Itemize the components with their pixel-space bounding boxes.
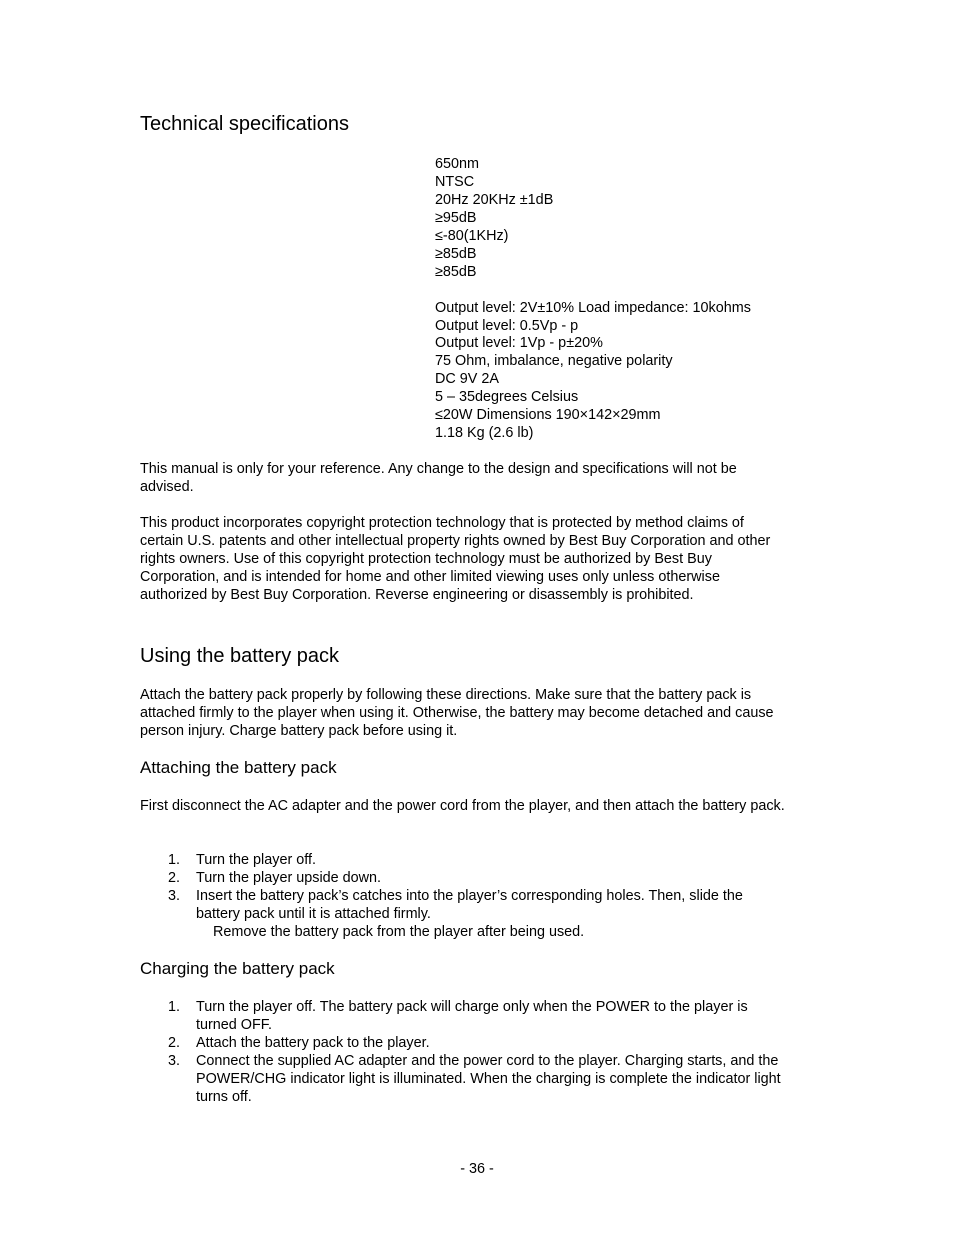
spec-value: ≥95dB	[435, 210, 477, 226]
spec-value: Output level: 1Vp - p±20%	[435, 335, 603, 351]
attaching-steps-list	[140, 851, 790, 941]
list-item	[140, 851, 790, 869]
spec-value: 75 Ohm, imbalance, negative polarity	[435, 353, 673, 369]
attaching-intro-paragraph: First disconnect the AC adapter and the power cord from the player, and then attach the battery pack.	[140, 798, 785, 814]
list-item-number: 3.	[168, 1053, 181, 1069]
list-item-number: 1.	[168, 852, 181, 868]
spec-value: 1.18 Kg (2.6 lb)	[435, 425, 534, 441]
section-title-using-battery-pack: Using the battery pack	[140, 645, 339, 667]
list-item	[140, 1034, 790, 1052]
list-item-text: Connect the supplied AC adapter and the power cord to the player. Charging starts, and the POWER/CHG indicator light is illuminated. When the charging is complete the indicator light turns off.	[196, 1053, 781, 1105]
list-item-number: 1.	[168, 999, 181, 1015]
list-item-number: 3.	[168, 888, 181, 904]
spec-value: ≥85dB	[435, 246, 477, 262]
charging-steps-list	[140, 998, 790, 1106]
spec-value: 5 – 35degrees Celsius	[435, 389, 579, 405]
disclaimer-paragraph: This manual is only for your reference. Any change to the design and specifications will not be advised.	[140, 461, 737, 495]
spec-value: ≤-80(1KHz)	[435, 228, 509, 244]
spec-value: ≤20W Dimensions 190×142×29mm	[435, 407, 661, 423]
spec-value: Output level: 2V±10% Load impedance: 10kohms	[435, 300, 751, 316]
spec-value: DC 9V 2A	[435, 371, 499, 387]
spec-value: Output level: 0.5Vp - p	[435, 318, 579, 334]
spec-value: NTSC	[435, 174, 475, 190]
list-item	[140, 1052, 790, 1106]
section-title-technical-specifications: Technical specifications	[140, 113, 349, 135]
list-item	[140, 887, 790, 923]
list-item-text: Attach the battery pack to the player.	[196, 1035, 430, 1051]
list-item-text: Turn the player off. The battery pack will charge only when the POWER to the player is turned OFF.	[196, 999, 748, 1033]
spec-value: ≥85dB	[435, 264, 477, 280]
list-item	[140, 869, 790, 887]
list-item-text: Turn the player upside down.	[196, 870, 382, 886]
battery-intro-paragraph: Attach the battery pack properly by following these directions. Make sure that the battery pack is attached firmly to the player when using it. Otherwise, the battery may become detached and cause person injury. Charge battery pack before using it.	[140, 687, 774, 739]
copyright-paragraph: This product incorporates copyright protection technology that is protected by method claims of certain U.S. patents and other intellectual property rights owned by Best Buy Corporation and other rights owners. Use of this copyright protection technology must be authorized by Best Buy Corporation, and is intended for home and other limited viewing uses only unless otherwise authorized by Best Buy Corporation. Reverse engineering or disassembly is prohibited.	[140, 515, 771, 603]
list-item-number: 2.	[168, 1035, 181, 1051]
subsection-title-attaching: Attaching the battery pack	[140, 758, 337, 777]
list-item-number: 2.	[168, 870, 181, 886]
spec-value: 650nm	[435, 156, 480, 172]
page-number: - 36 -	[460, 1161, 494, 1177]
list-item-text: Turn the player off.	[196, 852, 316, 868]
spec-value: 20Hz 20KHz ±1dB	[435, 192, 554, 208]
list-item-text: Insert the battery pack’s catches into the player’s corresponding holes. Then, slide the battery pack until it is attached firmly.	[196, 888, 743, 922]
attaching-note: Remove the battery pack from the player after being used.	[213, 924, 585, 940]
subsection-title-charging: Charging the battery pack	[140, 959, 335, 978]
list-item	[140, 998, 790, 1034]
